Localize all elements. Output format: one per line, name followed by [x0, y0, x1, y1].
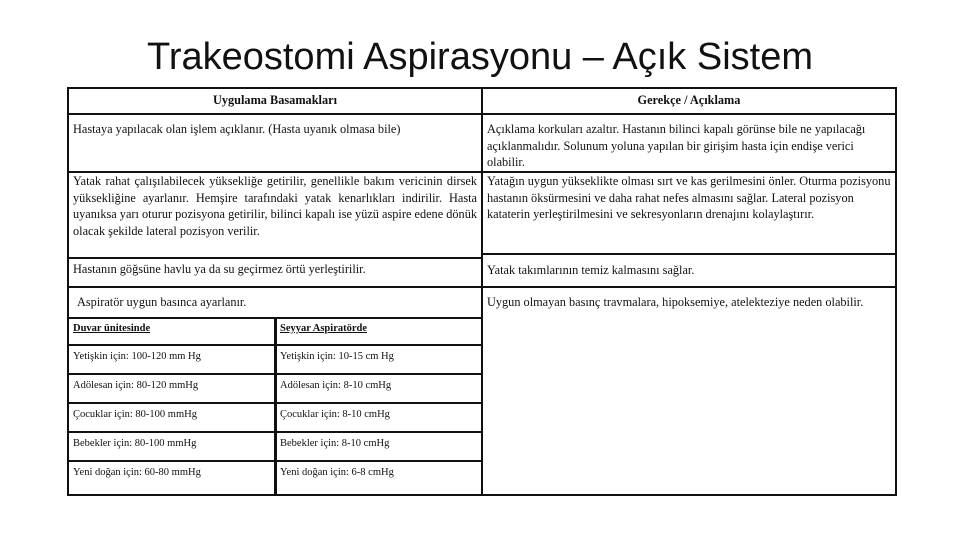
pressure-wall-adult: Yetişkin için: 100-120 mm Hg: [67, 344, 277, 375]
pressure-portable-infant: Bebekler için: 8-10 cmHg: [274, 431, 483, 462]
reason-1: Açıklama korkuları azaltır. Hastanın bilinci kapalı görünse bile ne yapılacağı açıklanmalıdır. Solunum yoluna yapılan bir girişim hasta için endişe verici olabilir.: [481, 113, 897, 173]
pressure-header-wall: Duvar ünitesinde: [67, 317, 277, 346]
reason-2: Yatağın uygun yükseklikte olması sırt ve kas gerilmesini önler. Oturma pozisyonu hastanın öksürmesini ve daha rahat nefes almasını sağlar. Lateral pozisyon kataterin yerleştirilmesini ve sekresyonların drenajını kolaylaştırır.: [481, 171, 897, 255]
step-4: Aspiratör uygun basınca ayarlanır.: [67, 286, 483, 319]
pressure-portable-child: Çocuklar için: 8-10 cmHg: [274, 402, 483, 433]
reason-3: Yatak takımlarının temiz kalmasını sağlar.: [481, 253, 897, 288]
pressure-wall-newborn: Yeni doğan için: 60-80 mmHg: [67, 460, 277, 496]
pressure-wall-child: Çocuklar için: 80-100 mmHg: [67, 402, 277, 433]
step-1: Hastaya yapılacak olan işlem açıklanır. (Hasta uyanık olmasa bile): [67, 113, 483, 173]
pressure-portable-newborn: Yeni doğan için: 6-8 cmHg: [274, 460, 483, 496]
header-steps: Uygulama Basamakları: [67, 87, 483, 115]
step-2: Yatak rahat çalışılabilecek yüksekliğe getirilir, genellikle bakım vericinin dirsek yüksekliğine ayarlanır. Hemşire tarafındaki yatak kenarlıkları indirilir. Hasta uyanıksa yarı oturur pozisyona getirilir, bilinci kapalı ise yüzü aspire edene dönük olacak şekilde lateral pozisyon verilir.: [67, 171, 483, 259]
pressure-portable-adult: Yetişkin için: 10-15 cm Hg: [274, 344, 483, 375]
slide-title: Trakeostomi Aspirasyonu – Açık Sistem: [147, 36, 813, 78]
pressure-wall-infant: Bebekler için: 80-100 mmHg: [67, 431, 277, 462]
step-3: Hastanın göğsüne havlu ya da su geçirmez örtü yerleştirilir.: [67, 257, 483, 288]
pressure-header-portable: Seyyar Aspiratörde: [274, 317, 483, 346]
reason-4: Uygun olmayan basınç travmalara, hipoksemiye, atelekteziye neden olabilir.: [481, 286, 897, 496]
pressure-portable-adolescent: Adölesan için: 8-10 cmHg: [274, 373, 483, 404]
pressure-wall-adolescent: Adölesan için: 80-120 mmHg: [67, 373, 277, 404]
header-reason: Gerekçe / Açıklama: [481, 87, 897, 115]
